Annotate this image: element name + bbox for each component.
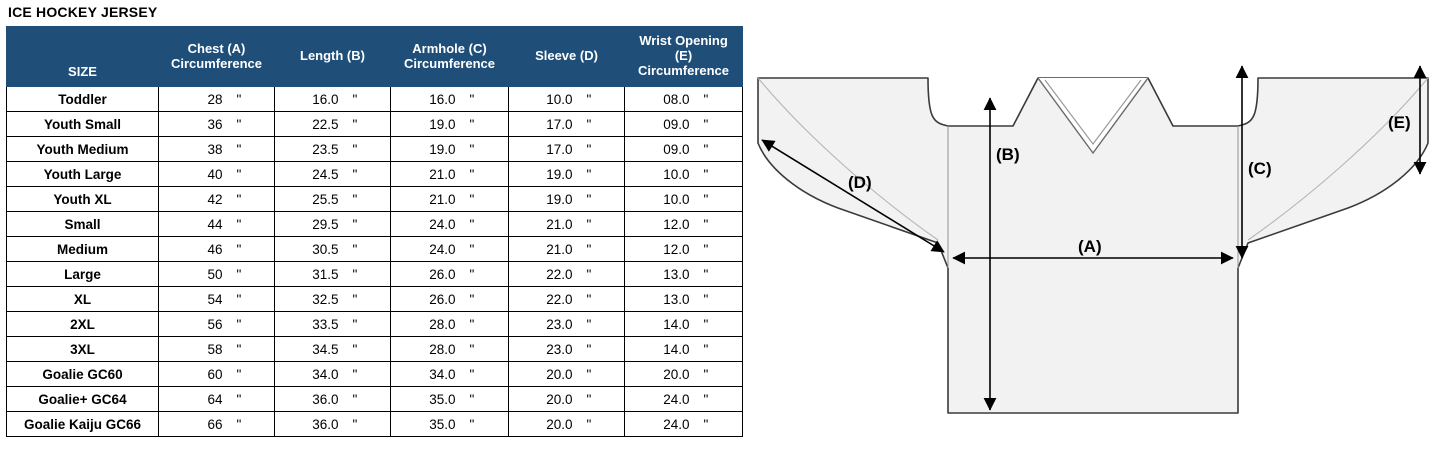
cell-length bbox=[275, 162, 391, 187]
cell-length bbox=[275, 87, 391, 112]
cell-chest-unit: " bbox=[236, 316, 242, 332]
cell-sleeve-value: 20.0 bbox=[546, 366, 573, 382]
cell-size: Small bbox=[7, 212, 159, 237]
cell-sleeve bbox=[509, 262, 625, 287]
table-row bbox=[7, 337, 743, 362]
cell-armhole-value: 28.0 bbox=[429, 341, 456, 357]
cell-chest-unit: " bbox=[236, 291, 242, 307]
cell-chest-unit: " bbox=[236, 166, 242, 182]
table-body bbox=[7, 87, 743, 437]
cell-sleeve bbox=[509, 87, 625, 112]
cell-sleeve bbox=[509, 187, 625, 212]
cell-armhole-value: 19.0 bbox=[429, 141, 456, 157]
cell-chest-unit: " bbox=[236, 266, 242, 282]
cell-sleeve-value: 20.0 bbox=[546, 391, 573, 407]
cell-wrist-unit: " bbox=[703, 166, 709, 182]
cell-wrist-value: 12.0 bbox=[663, 216, 690, 232]
column-header-size bbox=[7, 27, 159, 87]
cell-sleeve bbox=[509, 237, 625, 262]
cell-chest-unit: " bbox=[236, 416, 242, 432]
table-row bbox=[7, 212, 743, 237]
cell-wrist bbox=[625, 137, 743, 162]
cell-length-unit: " bbox=[352, 316, 358, 332]
cell-sleeve bbox=[509, 212, 625, 237]
cell-sleeve-unit: " bbox=[586, 316, 592, 332]
cell-wrist-value: 09.0 bbox=[663, 141, 690, 157]
cell-length-unit: " bbox=[352, 291, 358, 307]
cell-armhole-value: 24.0 bbox=[429, 241, 456, 257]
cell-armhole-unit: " bbox=[469, 366, 475, 382]
cell-chest-value: 60 bbox=[207, 366, 223, 382]
cell-armhole bbox=[391, 212, 509, 237]
cell-armhole-unit: " bbox=[469, 166, 475, 182]
cell-wrist-unit: " bbox=[703, 141, 709, 157]
cell-length-unit: " bbox=[352, 241, 358, 257]
cell-sleeve-value: 21.0 bbox=[546, 241, 573, 257]
cell-size: Goalie Kaiju GC66 bbox=[7, 412, 159, 437]
cell-armhole bbox=[391, 262, 509, 287]
cell-length-value: 32.5 bbox=[312, 291, 339, 307]
cell-length-value: 24.5 bbox=[312, 166, 339, 182]
column-header-armhole-line1: Armhole (C) bbox=[412, 40, 487, 56]
cell-sleeve-value: 23.0 bbox=[546, 341, 573, 357]
cell-sleeve-unit: " bbox=[586, 241, 592, 257]
cell-length bbox=[275, 337, 391, 362]
cell-size: Medium bbox=[7, 237, 159, 262]
cell-wrist bbox=[625, 162, 743, 187]
cell-length-value: 36.0 bbox=[312, 416, 339, 432]
cell-size: Goalie+ GC64 bbox=[7, 387, 159, 412]
cell-length-unit: " bbox=[352, 116, 358, 132]
cell-length bbox=[275, 287, 391, 312]
cell-wrist bbox=[625, 112, 743, 137]
cell-chest-value: 40 bbox=[207, 166, 223, 182]
cell-armhole bbox=[391, 162, 509, 187]
cell-chest-value: 36 bbox=[207, 116, 223, 132]
cell-armhole-value: 24.0 bbox=[429, 216, 456, 232]
cell-size: Large bbox=[7, 262, 159, 287]
cell-armhole bbox=[391, 137, 509, 162]
cell-length-value: 36.0 bbox=[312, 391, 339, 407]
cell-sleeve-unit: " bbox=[586, 391, 592, 407]
cell-length bbox=[275, 362, 391, 387]
cell-sleeve bbox=[509, 387, 625, 412]
cell-wrist-value: 13.0 bbox=[663, 266, 690, 282]
column-header-wrist-line3: Circumference bbox=[637, 62, 730, 78]
table-row bbox=[7, 137, 743, 162]
cell-armhole-unit: " bbox=[469, 316, 475, 332]
cell-chest bbox=[159, 287, 275, 312]
column-header-length-line1: Length (B) bbox=[300, 48, 365, 64]
table-row bbox=[7, 262, 743, 287]
cell-chest-value: 66 bbox=[207, 416, 223, 432]
column-header-chest bbox=[159, 27, 275, 87]
cell-sleeve-unit: " bbox=[586, 116, 592, 132]
cell-wrist bbox=[625, 387, 743, 412]
cell-wrist bbox=[625, 187, 743, 212]
cell-length bbox=[275, 312, 391, 337]
cell-chest-unit: " bbox=[236, 391, 242, 407]
cell-length-value: 30.5 bbox=[312, 241, 339, 257]
measure-chest-a-label: (A) bbox=[1078, 237, 1102, 256]
cell-wrist bbox=[625, 412, 743, 437]
cell-wrist-unit: " bbox=[703, 241, 709, 257]
cell-wrist-unit: " bbox=[703, 366, 709, 382]
cell-wrist-value: 14.0 bbox=[663, 316, 690, 332]
cell-sleeve-unit: " bbox=[586, 91, 592, 107]
table-row bbox=[7, 187, 743, 212]
table-row bbox=[7, 287, 743, 312]
cell-wrist-unit: " bbox=[703, 91, 709, 107]
measure-armhole-c-label: (C) bbox=[1248, 159, 1272, 178]
cell-length bbox=[275, 137, 391, 162]
table-row bbox=[7, 112, 743, 137]
table-row bbox=[7, 362, 743, 387]
cell-armhole-unit: " bbox=[469, 291, 475, 307]
cell-length-unit: " bbox=[352, 91, 358, 107]
cell-sleeve-value: 19.0 bbox=[546, 166, 573, 182]
cell-sleeve-unit: " bbox=[586, 341, 592, 357]
cell-sleeve bbox=[509, 112, 625, 137]
cell-chest-value: 44 bbox=[207, 216, 223, 232]
cell-wrist-unit: " bbox=[703, 266, 709, 282]
cell-size: Youth Medium bbox=[7, 137, 159, 162]
cell-armhole-unit: " bbox=[469, 241, 475, 257]
cell-wrist-unit: " bbox=[703, 391, 709, 407]
cell-chest-value: 28 bbox=[207, 91, 223, 107]
cell-sleeve-value: 23.0 bbox=[546, 316, 573, 332]
cell-wrist-unit: " bbox=[703, 116, 709, 132]
cell-length bbox=[275, 187, 391, 212]
cell-chest bbox=[159, 387, 275, 412]
cell-armhole-value: 21.0 bbox=[429, 191, 456, 207]
cell-armhole bbox=[391, 312, 509, 337]
cell-chest-value: 58 bbox=[207, 341, 223, 357]
cell-sleeve-unit: " bbox=[586, 266, 592, 282]
cell-chest-value: 38 bbox=[207, 141, 223, 157]
cell-armhole bbox=[391, 112, 509, 137]
cell-wrist-value: 24.0 bbox=[663, 416, 690, 432]
cell-chest-value: 46 bbox=[207, 241, 223, 257]
cell-chest-unit: " bbox=[236, 191, 242, 207]
table-row bbox=[7, 237, 743, 262]
cell-armhole bbox=[391, 337, 509, 362]
cell-sleeve-unit: " bbox=[586, 141, 592, 157]
column-header-size-label: SIZE bbox=[68, 64, 97, 80]
cell-armhole-unit: " bbox=[469, 391, 475, 407]
cell-chest bbox=[159, 412, 275, 437]
column-header-length bbox=[275, 27, 391, 87]
cell-chest-value: 50 bbox=[207, 266, 223, 282]
cell-chest bbox=[159, 262, 275, 287]
table-row bbox=[7, 87, 743, 112]
cell-armhole-unit: " bbox=[469, 141, 475, 157]
cell-armhole bbox=[391, 287, 509, 312]
cell-chest-unit: " bbox=[236, 216, 242, 232]
cell-length-unit: " bbox=[352, 216, 358, 232]
cell-armhole-unit: " bbox=[469, 266, 475, 282]
cell-wrist-value: 12.0 bbox=[663, 241, 690, 257]
cell-wrist bbox=[625, 337, 743, 362]
cell-wrist bbox=[625, 312, 743, 337]
table-header bbox=[7, 27, 743, 87]
cell-length bbox=[275, 212, 391, 237]
cell-wrist bbox=[625, 237, 743, 262]
cell-sleeve-unit: " bbox=[586, 166, 592, 182]
cell-length-unit: " bbox=[352, 266, 358, 282]
cell-armhole-unit: " bbox=[469, 216, 475, 232]
cell-sleeve-unit: " bbox=[586, 416, 592, 432]
cell-sleeve-value: 21.0 bbox=[546, 216, 573, 232]
cell-wrist-value: 24.0 bbox=[663, 391, 690, 407]
cell-wrist bbox=[625, 287, 743, 312]
column-header-chest-line1: Chest (A) bbox=[187, 40, 246, 56]
cell-size: XL bbox=[7, 287, 159, 312]
cell-sleeve-value: 20.0 bbox=[546, 416, 573, 432]
cell-chest-value: 56 bbox=[207, 316, 223, 332]
cell-wrist-unit: " bbox=[703, 316, 709, 332]
cell-length-value: 16.0 bbox=[312, 91, 339, 107]
cell-size: Goalie GC60 bbox=[7, 362, 159, 387]
cell-armhole-value: 26.0 bbox=[429, 266, 456, 282]
cell-length-value: 22.5 bbox=[312, 116, 339, 132]
column-header-chest-line2: Circumference bbox=[170, 55, 263, 71]
column-header-wrist bbox=[625, 27, 743, 87]
column-header-wrist-line1: Wrist Opening bbox=[639, 33, 728, 49]
cell-armhole-unit: " bbox=[469, 416, 475, 432]
cell-wrist-value: 13.0 bbox=[663, 291, 690, 307]
measure-length-b-label: (B) bbox=[996, 145, 1020, 164]
jersey-diagram bbox=[748, 18, 1438, 443]
cell-armhole bbox=[391, 412, 509, 437]
cell-sleeve bbox=[509, 137, 625, 162]
cell-sleeve-unit: " bbox=[586, 291, 592, 307]
cell-length bbox=[275, 237, 391, 262]
cell-chest-unit: " bbox=[236, 366, 242, 382]
cell-sleeve-value: 22.0 bbox=[546, 291, 573, 307]
cell-chest bbox=[159, 162, 275, 187]
cell-chest bbox=[159, 362, 275, 387]
cell-sleeve bbox=[509, 337, 625, 362]
cell-armhole-unit: " bbox=[469, 191, 475, 207]
cell-armhole bbox=[391, 237, 509, 262]
cell-length-unit: " bbox=[352, 366, 358, 382]
cell-length-value: 29.5 bbox=[312, 216, 339, 232]
cell-wrist-value: 14.0 bbox=[663, 341, 690, 357]
cell-chest bbox=[159, 212, 275, 237]
cell-wrist-unit: " bbox=[703, 291, 709, 307]
cell-armhole-value: 19.0 bbox=[429, 116, 456, 132]
cell-length bbox=[275, 112, 391, 137]
measure-wrist-e-label: (E) bbox=[1388, 113, 1411, 132]
table-row bbox=[7, 387, 743, 412]
cell-length-unit: " bbox=[352, 166, 358, 182]
cell-armhole bbox=[391, 87, 509, 112]
cell-chest-value: 54 bbox=[207, 291, 223, 307]
cell-chest-unit: " bbox=[236, 341, 242, 357]
cell-length-unit: " bbox=[352, 341, 358, 357]
cell-wrist-value: 20.0 bbox=[663, 366, 690, 382]
cell-chest-unit: " bbox=[236, 141, 242, 157]
cell-armhole-value: 16.0 bbox=[429, 91, 456, 107]
cell-length-value: 25.5 bbox=[312, 191, 339, 207]
table-row bbox=[7, 312, 743, 337]
cell-chest-unit: " bbox=[236, 116, 242, 132]
cell-wrist-unit: " bbox=[703, 341, 709, 357]
cell-sleeve-value: 19.0 bbox=[546, 191, 573, 207]
cell-chest bbox=[159, 187, 275, 212]
cell-armhole bbox=[391, 387, 509, 412]
cell-length bbox=[275, 412, 391, 437]
cell-wrist-value: 09.0 bbox=[663, 116, 690, 132]
cell-armhole-unit: " bbox=[469, 116, 475, 132]
cell-chest bbox=[159, 137, 275, 162]
cell-length-value: 23.5 bbox=[312, 141, 339, 157]
cell-sleeve-unit: " bbox=[586, 216, 592, 232]
cell-length-value: 34.0 bbox=[312, 366, 339, 382]
cell-armhole bbox=[391, 362, 509, 387]
cell-size: Toddler bbox=[7, 87, 159, 112]
cell-size: Youth XL bbox=[7, 187, 159, 212]
cell-chest bbox=[159, 337, 275, 362]
cell-size: 2XL bbox=[7, 312, 159, 337]
cell-sleeve-value: 17.0 bbox=[546, 141, 573, 157]
cell-armhole-value: 35.0 bbox=[429, 391, 456, 407]
cell-chest bbox=[159, 237, 275, 262]
cell-chest-unit: " bbox=[236, 91, 242, 107]
cell-length-value: 34.5 bbox=[312, 341, 339, 357]
cell-chest bbox=[159, 87, 275, 112]
cell-size: Youth Small bbox=[7, 112, 159, 137]
cell-wrist-unit: " bbox=[703, 216, 709, 232]
column-header-wrist-line2: (E) bbox=[674, 48, 693, 64]
page-title: ICE HOCKEY JERSEY bbox=[8, 4, 158, 20]
cell-armhole-value: 34.0 bbox=[429, 366, 456, 382]
cell-chest bbox=[159, 312, 275, 337]
cell-sleeve-unit: " bbox=[586, 191, 592, 207]
cell-chest bbox=[159, 112, 275, 137]
table-row bbox=[7, 162, 743, 187]
column-header-armhole-line2: Circumference bbox=[403, 55, 496, 71]
cell-length-unit: " bbox=[352, 191, 358, 207]
cell-sleeve bbox=[509, 312, 625, 337]
cell-armhole-value: 26.0 bbox=[429, 291, 456, 307]
cell-wrist-value: 08.0 bbox=[663, 91, 690, 107]
cell-length-unit: " bbox=[352, 416, 358, 432]
size-table bbox=[6, 26, 743, 437]
measure-sleeve-d-label: (D) bbox=[848, 173, 872, 192]
cell-sleeve bbox=[509, 162, 625, 187]
cell-wrist-unit: " bbox=[703, 191, 709, 207]
cell-wrist bbox=[625, 262, 743, 287]
cell-chest-unit: " bbox=[236, 241, 242, 257]
cell-wrist-value: 10.0 bbox=[663, 166, 690, 182]
table-header-row bbox=[7, 27, 743, 87]
cell-size: Youth Large bbox=[7, 162, 159, 187]
size-table-container bbox=[6, 26, 742, 437]
cell-sleeve-value: 17.0 bbox=[546, 116, 573, 132]
cell-armhole-value: 21.0 bbox=[429, 166, 456, 182]
cell-chest-value: 42 bbox=[207, 191, 223, 207]
cell-length-value: 31.5 bbox=[312, 266, 339, 282]
cell-chest-value: 64 bbox=[207, 391, 223, 407]
cell-size: 3XL bbox=[7, 337, 159, 362]
cell-sleeve-value: 22.0 bbox=[546, 266, 573, 282]
cell-armhole-unit: " bbox=[469, 341, 475, 357]
cell-sleeve-value: 10.0 bbox=[546, 91, 573, 107]
cell-wrist bbox=[625, 362, 743, 387]
cell-sleeve bbox=[509, 287, 625, 312]
cell-wrist-unit: " bbox=[703, 416, 709, 432]
cell-sleeve bbox=[509, 412, 625, 437]
cell-sleeve-unit: " bbox=[586, 366, 592, 382]
column-header-sleeve bbox=[509, 27, 625, 87]
cell-length-unit: " bbox=[352, 141, 358, 157]
column-header-armhole bbox=[391, 27, 509, 87]
cell-armhole-value: 28.0 bbox=[429, 316, 456, 332]
cell-sleeve bbox=[509, 362, 625, 387]
column-header-sleeve-line1: Sleeve (D) bbox=[535, 48, 598, 64]
cell-length bbox=[275, 262, 391, 287]
cell-wrist bbox=[625, 212, 743, 237]
cell-wrist bbox=[625, 87, 743, 112]
cell-wrist-value: 10.0 bbox=[663, 191, 690, 207]
cell-armhole-unit: " bbox=[469, 91, 475, 107]
cell-armhole bbox=[391, 187, 509, 212]
table-row bbox=[7, 412, 743, 437]
cell-armhole-value: 35.0 bbox=[429, 416, 456, 432]
cell-length-value: 33.5 bbox=[312, 316, 339, 332]
cell-length-unit: " bbox=[352, 391, 358, 407]
cell-length bbox=[275, 387, 391, 412]
